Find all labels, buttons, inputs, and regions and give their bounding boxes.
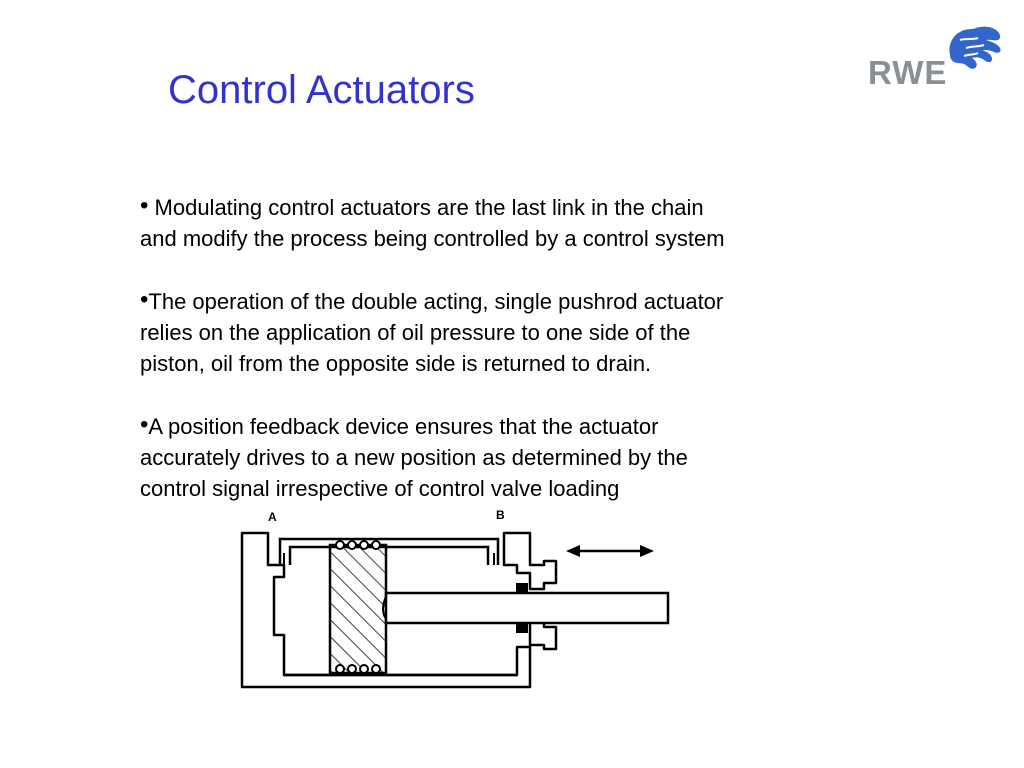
bullet-text-line: A position feedback device ensures that the actuator bbox=[148, 414, 659, 439]
bullet-text-line: relies on the application of oil pressure to one side of the bbox=[140, 320, 691, 345]
rod-seal bbox=[516, 583, 528, 593]
bullet-text-line: Modulating control actuators are the last link in the chain bbox=[148, 195, 704, 220]
port-a-label: A bbox=[268, 510, 277, 524]
arrow-right-head bbox=[640, 545, 654, 557]
cylinder-top-wall bbox=[284, 553, 494, 565]
logo-text: RWE bbox=[868, 54, 948, 91]
bullet-item-1 bbox=[140, 190, 840, 254]
seal-ring bbox=[372, 665, 380, 673]
bullet-marker: • bbox=[140, 192, 149, 219]
piston bbox=[330, 545, 386, 673]
cylinder-end-cap bbox=[504, 533, 556, 589]
rod-seal bbox=[516, 623, 528, 633]
oil-passage bbox=[280, 539, 498, 565]
seal-ring bbox=[372, 541, 380, 549]
bullet-text-line: piston, oil from the opposite side is returned to drain. bbox=[140, 351, 652, 376]
bullet-marker: • bbox=[140, 286, 149, 313]
seal-ring bbox=[360, 541, 368, 549]
arrow-left-head bbox=[566, 545, 580, 557]
port-b-label: B bbox=[496, 508, 505, 522]
bullet-item-3 bbox=[140, 409, 840, 504]
hand-icon bbox=[942, 24, 1004, 74]
company-logo bbox=[868, 24, 1004, 94]
seal-ring bbox=[348, 665, 356, 673]
bullet-list bbox=[140, 190, 840, 534]
rod-gland bbox=[530, 621, 556, 649]
seal-ring bbox=[336, 541, 344, 549]
bullet-text-line: control signal irrespective of control valve loading bbox=[140, 476, 620, 501]
bullet-marker: • bbox=[140, 411, 149, 438]
actuator-diagram bbox=[232, 505, 677, 695]
seal-ring bbox=[348, 541, 356, 549]
bullet-item-2 bbox=[140, 284, 840, 379]
bullet-text-line: accurately drives to a new position as determined by the bbox=[140, 445, 688, 470]
seal-ring bbox=[360, 665, 368, 673]
seal-ring bbox=[336, 665, 344, 673]
bullet-text-line: The operation of the double acting, single pushrod actuator bbox=[148, 289, 724, 314]
pushrod bbox=[386, 593, 668, 623]
bullet-text-line: and modify the process being controlled by a control system bbox=[140, 226, 725, 251]
slide-title: Control Actuators bbox=[168, 68, 475, 112]
